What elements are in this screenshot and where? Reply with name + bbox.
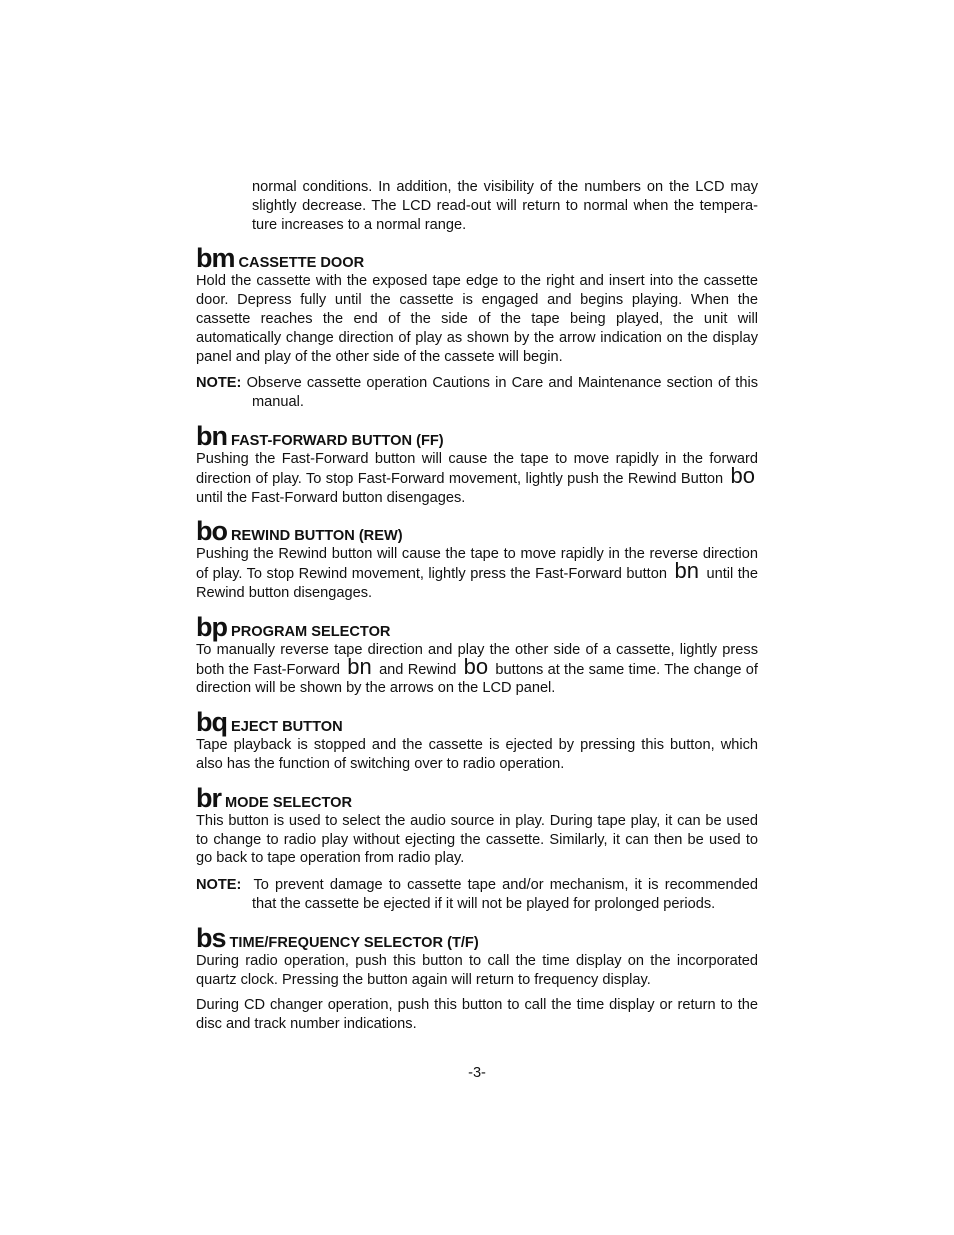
intro-paragraph: normal conditions. In addition, the visibility of the numbers on the LCD may slightly decrease. The LCD read-out will return to normal when the tempera-ture increases to a normal range.: [252, 179, 758, 233]
manual-page: [196, 178, 758, 1034]
section-symbol: bs: [196, 922, 226, 953]
section-title: REWIND BUTTON (REW): [231, 528, 403, 545]
section-cassette-door: [196, 244, 758, 412]
inline-reference-symbol: bo: [730, 462, 755, 488]
note-text: Observe cassette operation Cautions in Care and Maintenance section of this manual.: [246, 375, 758, 411]
section-body: Tape playback is stopped and the cassette is ejected by pressing this button, which also has the function of switching over to radio operation.: [196, 737, 758, 772]
section-symbol: bq: [196, 707, 227, 738]
section-title: FAST-FORWARD BUTTON (FF): [231, 432, 444, 449]
section-fast-forward: [196, 422, 758, 507]
section-symbol: bm: [196, 243, 235, 274]
section-title: TIME/FREQUENCY SELECTOR (T/F): [229, 934, 479, 951]
body-part: until the Rewind button disengages.: [196, 566, 759, 601]
section-heading: [196, 517, 758, 545]
section-heading: [196, 613, 758, 641]
section-body: [196, 545, 758, 602]
section-program-selector: [196, 613, 758, 698]
section-title: PROGRAM SELECTOR: [231, 623, 391, 640]
note: [196, 876, 758, 914]
body-part: Pushing the Fast-Forward button will cause the tape to move rapidly in the forward direction of play. To stop Fast-Forward movement, lightly push the Rewind Button: [196, 450, 758, 487]
section-symbol: bp: [196, 611, 227, 642]
section-title: CASSETTE DOOR: [238, 255, 365, 272]
inline-reference-symbol: bo: [463, 653, 489, 679]
note-label: NOTE:: [196, 877, 242, 894]
section-heading: [196, 244, 758, 272]
body-part: To manually reverse tape direction and play the other side of a cassette, lightly press both the Fast-Forward: [196, 641, 758, 678]
inline-reference-symbol: bn: [347, 653, 372, 679]
section-body: [196, 450, 758, 507]
section-symbol: bn: [196, 420, 227, 451]
section-body-second: During CD changer operation, push this button to call the time display or return to the disc and track number indications.: [196, 997, 758, 1033]
section-body: During radio operation, push this button to call the time display on the incorporated quartz clock. Pressing the button again will return to frequency display.: [196, 952, 758, 988]
section-title: MODE SELECTOR: [225, 794, 353, 811]
page-number: -3-: [468, 1065, 486, 1081]
section-heading: [196, 924, 758, 952]
section-title: EJECT BUTTON: [231, 719, 343, 736]
section-time-frequency-selector: [196, 924, 758, 1034]
section-symbol: bo: [196, 516, 227, 547]
section-body: This button is used to select the audio source in play. During tape play, it can be used to change to radio play without ejecting the cassette. Similarly, it can then be used to go back to tape operation from radio play.: [196, 812, 758, 867]
note-label: NOTE:: [196, 375, 242, 392]
body-part: Pushing the Rewind button will cause the tape to move rapidly in the reverse direction of play. To stop Rewind movement, lightly press the Fast-Forward button: [196, 546, 758, 583]
section-eject-button: [196, 708, 758, 774]
section-body: Hold the cassette with the exposed tape edge to the right and insert into the cassette door. Depress fully until the cassette is engaged and begins playing. When the cassette reaches the end of the side of the tape being played, the unit will automatically change direction of play as shown by the arrow indication on the display panel and play of the other side of the cassete will begin.: [196, 273, 758, 365]
note: [196, 374, 758, 412]
section-heading: [196, 422, 758, 450]
section-heading: [196, 784, 758, 812]
body-part: and Rewind: [379, 661, 457, 678]
body-part: until the Fast-Forward button disengages.: [196, 489, 466, 506]
section-rewind: [196, 517, 758, 602]
section-body: [196, 641, 758, 698]
section-heading: [196, 708, 758, 736]
note-text: To prevent damage to cassette tape and/or mechanism, it is recommended that the cassette be ejected if it will not be played for prolonged periods.: [252, 877, 758, 912]
inline-reference-symbol: bn: [674, 558, 699, 584]
body-part: buttons at the same time. The change of direction will be shown by the arrows on the LCD panel.: [196, 661, 758, 697]
section-mode-selector: [196, 784, 758, 914]
section-symbol: br: [196, 782, 221, 813]
